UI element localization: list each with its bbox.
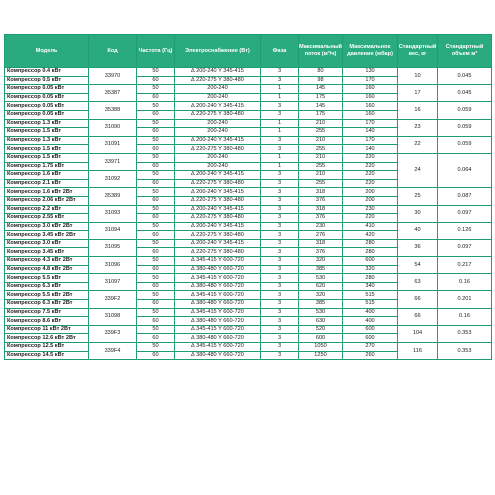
cell-max-flow: 255	[299, 179, 343, 188]
cell-max-flow: 210	[299, 171, 343, 180]
header-volume: Стандартный объем м³	[438, 35, 492, 68]
cell-weight: 36	[398, 239, 438, 256]
cell-frequency: 60	[137, 231, 175, 240]
cell-max-pressure: 140	[343, 128, 398, 137]
cell-model: Компрессор 2.2 кВт	[5, 205, 89, 214]
cell-phase: 3	[261, 291, 299, 300]
cell-max-pressure: 280	[343, 239, 398, 248]
header-max-pressure: Максимальное давление (мбар)	[343, 35, 398, 68]
cell-max-pressure: 220	[343, 179, 398, 188]
cell-max-pressure: 200	[343, 196, 398, 205]
cell-weight: 17	[398, 85, 438, 102]
cell-max-pressure: 200	[343, 188, 398, 197]
cell-max-flow: 600	[299, 334, 343, 343]
cell-power-supply: ∆ 380-480 Y 660-720	[175, 317, 261, 326]
header-phase: Фаза	[261, 35, 299, 68]
cell-max-pressure: 260	[343, 351, 398, 360]
cell-max-pressure: 170	[343, 76, 398, 85]
header-power-supply: Электроснабжение (Вт)	[175, 35, 261, 68]
cell-phase: 3	[261, 171, 299, 180]
cell-power-supply: 200-240	[175, 93, 261, 102]
table-row	[5, 136, 492, 145]
cell-max-pressure: 515	[343, 300, 398, 309]
cell-phase: 3	[261, 248, 299, 257]
cell-frequency: 60	[137, 145, 175, 154]
cell-phase: 3	[261, 214, 299, 223]
cell-max-pressure: 160	[343, 102, 398, 111]
cell-phase: 3	[261, 196, 299, 205]
cell-frequency: 60	[137, 300, 175, 309]
cell-power-supply: ∆ 200-240 Y 345-415	[175, 136, 261, 145]
cell-phase: 3	[261, 188, 299, 197]
cell-frequency: 60	[137, 265, 175, 274]
cell-weight: 66	[398, 291, 438, 308]
cell-frequency: 50	[137, 102, 175, 111]
cell-model: Компрессор 4.8 кВт 2Вт	[5, 265, 89, 274]
cell-power-supply: 200-240	[175, 153, 261, 162]
cell-model: Компрессор 0.5 кВт	[5, 76, 89, 85]
cell-phase: 3	[261, 76, 299, 85]
cell-frequency: 50	[137, 136, 175, 145]
cell-frequency: 60	[137, 179, 175, 188]
cell-power-supply: ∆ 380-480 Y 660-720	[175, 351, 261, 360]
cell-power-supply: ∆ 200-240 Y 345-415	[175, 102, 261, 111]
cell-volume: 0.064	[438, 153, 492, 187]
cell-phase: 3	[261, 102, 299, 111]
cell-code: 339F4	[89, 343, 137, 360]
table-row	[5, 257, 492, 266]
cell-phase: 3	[261, 257, 299, 266]
table-row	[5, 119, 492, 128]
cell-model: Компрессор 7.5 кВт	[5, 308, 89, 317]
table-row	[5, 188, 492, 197]
cell-code: 33971	[89, 153, 137, 170]
cell-weight: 25	[398, 188, 438, 205]
cell-power-supply: 200-240	[175, 128, 261, 137]
cell-power-supply: ∆ 220-275 Y 380-480	[175, 248, 261, 257]
cell-frequency: 50	[137, 325, 175, 334]
cell-max-flow: 376	[299, 196, 343, 205]
cell-model: Компрессор 5.5 кВт	[5, 274, 89, 283]
cell-frequency: 60	[137, 76, 175, 85]
table-row	[5, 325, 492, 334]
header-code: Код	[89, 35, 137, 68]
cell-phase: 3	[261, 325, 299, 334]
cell-max-flow: 376	[299, 248, 343, 257]
cell-frequency: 60	[137, 93, 175, 102]
cell-power-supply: ∆ 380-480 Y 660-720	[175, 334, 261, 343]
cell-frequency: 50	[137, 343, 175, 352]
cell-phase: 3	[261, 300, 299, 309]
cell-model: Компрессор 1.6 кВт 2Вт	[5, 188, 89, 197]
cell-frequency: 60	[137, 214, 175, 223]
cell-power-supply: ∆ 345-415 Y 600-720	[175, 308, 261, 317]
cell-weight: 16	[398, 102, 438, 119]
cell-frequency: 60	[137, 334, 175, 343]
cell-frequency: 60	[137, 248, 175, 257]
cell-max-flow: 210	[299, 153, 343, 162]
cell-max-flow: 1250	[299, 351, 343, 360]
cell-max-pressure: 160	[343, 93, 398, 102]
table-row	[5, 68, 492, 77]
cell-max-pressure: 160	[343, 85, 398, 94]
cell-frequency: 50	[137, 68, 175, 77]
cell-model: Компрессор 0.05 кВт	[5, 110, 89, 119]
cell-max-pressure: 160	[343, 110, 398, 119]
cell-code: 35389	[89, 188, 137, 205]
cell-volume: 0.353	[438, 343, 492, 360]
cell-power-supply: ∆ 345-415 Y 600-720	[175, 343, 261, 352]
cell-model: Компрессор 14.5 кВт	[5, 351, 89, 360]
cell-code: 33970	[89, 68, 137, 85]
cell-model: Компрессор 3.0 кВт	[5, 239, 89, 248]
cell-weight: 30	[398, 205, 438, 222]
cell-volume: 0.087	[438, 188, 492, 205]
cell-max-pressure: 220	[343, 162, 398, 171]
cell-max-flow: 255	[299, 128, 343, 137]
cell-model: Компрессор 8.6 кВт	[5, 317, 89, 326]
compressor-spec-table	[4, 34, 492, 360]
cell-volume: 0.16	[438, 274, 492, 291]
cell-frequency: 50	[137, 119, 175, 128]
cell-model: Компрессор 3.0 кВт 2Вт	[5, 222, 89, 231]
cell-power-supply: ∆ 200-240 Y 345-415	[175, 222, 261, 231]
cell-volume: 0.059	[438, 119, 492, 136]
cell-frequency: 50	[137, 257, 175, 266]
cell-max-flow: 318	[299, 188, 343, 197]
cell-weight: 10	[398, 68, 438, 85]
cell-code: 31093	[89, 205, 137, 222]
cell-power-supply: ∆ 345-415 Y 600-720	[175, 291, 261, 300]
cell-volume: 0.045	[438, 85, 492, 102]
cell-model: Компрессор 0.4 кВт	[5, 68, 89, 77]
cell-power-supply: ∆ 380-480 Y 660-720	[175, 300, 261, 309]
cell-phase: 3	[261, 145, 299, 154]
spec-table-container	[4, 34, 491, 360]
cell-max-pressure: 600	[343, 325, 398, 334]
cell-volume: 0.097	[438, 239, 492, 256]
cell-max-pressure: 340	[343, 282, 398, 291]
cell-phase: 3	[261, 343, 299, 352]
cell-max-flow: 175	[299, 93, 343, 102]
cell-power-supply: ∆ 200-240 Y 345-415	[175, 188, 261, 197]
cell-model: Компрессор 1.75 кВт	[5, 162, 89, 171]
cell-model: Компрессор 12.5 кВт	[5, 343, 89, 352]
cell-model: Компрессор 5.5 кВт 2Вт	[5, 291, 89, 300]
cell-phase: 3	[261, 265, 299, 274]
cell-power-supply: ∆ 380-480 Y 660-720	[175, 265, 261, 274]
cell-code: 31097	[89, 274, 137, 291]
cell-phase: 3	[261, 239, 299, 248]
cell-weight: 54	[398, 257, 438, 274]
cell-frequency: 60	[137, 110, 175, 119]
cell-max-flow: 210	[299, 119, 343, 128]
cell-max-flow: 255	[299, 162, 343, 171]
cell-model: Компрессор 6.3 кВт 2Вт	[5, 300, 89, 309]
cell-max-flow: 175	[299, 110, 343, 119]
cell-weight: 63	[398, 274, 438, 291]
cell-phase: 3	[261, 136, 299, 145]
cell-code: 31092	[89, 171, 137, 188]
header-frequency: Частота (Гц)	[137, 35, 175, 68]
cell-max-flow: 210	[299, 136, 343, 145]
table-row	[5, 239, 492, 248]
cell-model: Компрессор 1.3 кВт	[5, 119, 89, 128]
cell-power-supply: ∆ 345-415 Y 600-720	[175, 274, 261, 283]
cell-code: 31098	[89, 308, 137, 325]
cell-model: Компрессор 0.05 кВт	[5, 85, 89, 94]
cell-code: 35388	[89, 102, 137, 119]
cell-max-flow: 385	[299, 300, 343, 309]
cell-max-pressure: 320	[343, 265, 398, 274]
cell-phase: 1	[261, 162, 299, 171]
cell-frequency: 60	[137, 196, 175, 205]
cell-phase: 3	[261, 351, 299, 360]
cell-power-supply: 200-240	[175, 85, 261, 94]
cell-frequency: 60	[137, 162, 175, 171]
cell-power-supply: ∆ 345-415 Y 600-720	[175, 325, 261, 334]
cell-frequency: 50	[137, 291, 175, 300]
cell-phase: 1	[261, 128, 299, 137]
cell-weight: 40	[398, 222, 438, 239]
cell-volume: 0.16	[438, 308, 492, 325]
cell-max-flow: 385	[299, 265, 343, 274]
cell-power-supply: ∆ 220-275 Y 380-480	[175, 76, 261, 85]
cell-model: Компрессор 1.5 кВт	[5, 153, 89, 162]
cell-frequency: 60	[137, 317, 175, 326]
cell-max-flow: 320	[299, 257, 343, 266]
table-row	[5, 205, 492, 214]
cell-weight: 116	[398, 343, 438, 360]
cell-phase: 1	[261, 119, 299, 128]
cell-phase: 3	[261, 274, 299, 283]
cell-frequency: 50	[137, 205, 175, 214]
cell-max-flow: 318	[299, 205, 343, 214]
cell-frequency: 50	[137, 222, 175, 231]
cell-model: Компрессор 2.1 кВт	[5, 179, 89, 188]
cell-max-flow: 80	[299, 68, 343, 77]
cell-frequency: 60	[137, 282, 175, 291]
cell-model: Компрессор 0.05 кВт	[5, 93, 89, 102]
table-row	[5, 102, 492, 111]
cell-max-flow: 318	[299, 239, 343, 248]
cell-max-pressure: 410	[343, 222, 398, 231]
cell-max-pressure: 515	[343, 291, 398, 300]
header-max-flow: Максимальный поток (м³/ч)	[299, 35, 343, 68]
cell-volume: 0.217	[438, 257, 492, 274]
cell-phase: 3	[261, 308, 299, 317]
cell-volume: 0.126	[438, 222, 492, 239]
table-row	[5, 153, 492, 162]
cell-power-supply: ∆ 345-415 Y 600-720	[175, 257, 261, 266]
cell-phase: 1	[261, 93, 299, 102]
cell-max-flow: 145	[299, 85, 343, 94]
cell-power-supply: ∆ 220-275 Y 380-480	[175, 179, 261, 188]
cell-phase: 3	[261, 317, 299, 326]
cell-frequency: 60	[137, 128, 175, 137]
cell-max-pressure: 600	[343, 334, 398, 343]
cell-power-supply: ∆ 220-275 Y 380-480	[175, 110, 261, 119]
cell-max-pressure: 170	[343, 119, 398, 128]
cell-max-pressure: 140	[343, 145, 398, 154]
cell-frequency: 50	[137, 171, 175, 180]
cell-phase: 3	[261, 110, 299, 119]
cell-model: Компрессор 6.3 кВт	[5, 282, 89, 291]
cell-model: Компрессор 3.45 кВт 2Вт	[5, 231, 89, 240]
cell-code: 31095	[89, 239, 137, 256]
cell-weight: 104	[398, 325, 438, 342]
cell-max-flow: 376	[299, 214, 343, 223]
cell-frequency: 60	[137, 351, 175, 360]
cell-max-pressure: 400	[343, 308, 398, 317]
header-model: Модель	[5, 35, 89, 68]
cell-model: Компрессор 1.5 кВт	[5, 145, 89, 154]
cell-weight: 66	[398, 308, 438, 325]
cell-volume: 0.201	[438, 291, 492, 308]
table-row	[5, 308, 492, 317]
cell-phase: 1	[261, 153, 299, 162]
cell-max-flow: 320	[299, 291, 343, 300]
cell-phase: 3	[261, 205, 299, 214]
cell-frequency: 50	[137, 274, 175, 283]
cell-max-pressure: 600	[343, 257, 398, 266]
cell-max-flow: 620	[299, 282, 343, 291]
table-row	[5, 274, 492, 283]
cell-weight: 22	[398, 136, 438, 153]
cell-max-flow: 98	[299, 76, 343, 85]
cell-max-pressure: 170	[343, 136, 398, 145]
cell-volume: 0.045	[438, 68, 492, 85]
cell-code: 31090	[89, 119, 137, 136]
cell-phase: 3	[261, 282, 299, 291]
cell-max-pressure: 130	[343, 68, 398, 77]
cell-model: Компрессор 1.5 кВт	[5, 128, 89, 137]
cell-max-flow: 230	[299, 222, 343, 231]
cell-frequency: 50	[137, 239, 175, 248]
cell-volume: 0.059	[438, 136, 492, 153]
cell-volume: 0.097	[438, 205, 492, 222]
cell-max-flow: 145	[299, 102, 343, 111]
cell-power-supply: ∆ 220-275 Y 380-480	[175, 231, 261, 240]
cell-code: 31091	[89, 136, 137, 153]
cell-phase: 1	[261, 85, 299, 94]
cell-code: 31094	[89, 222, 137, 239]
cell-volume: 0.353	[438, 325, 492, 342]
cell-max-pressure: 280	[343, 274, 398, 283]
cell-max-flow: 520	[299, 325, 343, 334]
cell-frequency: 50	[137, 188, 175, 197]
cell-model: Компрессор 1.6 кВт	[5, 171, 89, 180]
table-row	[5, 222, 492, 231]
cell-max-pressure: 220	[343, 171, 398, 180]
cell-max-pressure: 230	[343, 205, 398, 214]
cell-phase: 3	[261, 222, 299, 231]
cell-power-supply: 200-240	[175, 119, 261, 128]
cell-volume: 0.059	[438, 102, 492, 119]
cell-power-supply: ∆ 220-275 Y 380-480	[175, 145, 261, 154]
cell-model: Компрессор 3.45 кВт	[5, 248, 89, 257]
cell-weight: 23	[398, 119, 438, 136]
header-weight: Стандартный вес, кг	[398, 35, 438, 68]
cell-max-flow: 276	[299, 231, 343, 240]
cell-model: Компрессор 12.6 кВт 2Вт	[5, 334, 89, 343]
table-row	[5, 85, 492, 94]
cell-phase: 3	[261, 334, 299, 343]
cell-model: Компрессор 11 кВт 2Вт	[5, 325, 89, 334]
cell-max-pressure: 280	[343, 248, 398, 257]
table-body	[5, 68, 492, 360]
cell-code: 339F2	[89, 291, 137, 308]
cell-max-pressure: 220	[343, 153, 398, 162]
cell-model: Компрессор 1.3 кВт	[5, 136, 89, 145]
cell-phase: 3	[261, 68, 299, 77]
cell-max-flow: 530	[299, 308, 343, 317]
cell-max-pressure: 270	[343, 343, 398, 352]
cell-power-supply: ∆ 200-240 Y 345-415	[175, 68, 261, 77]
cell-model: Компрессор 0.05 кВт	[5, 102, 89, 111]
cell-phase: 3	[261, 179, 299, 188]
cell-max-flow: 255	[299, 145, 343, 154]
cell-max-pressure: 400	[343, 317, 398, 326]
cell-power-supply: ∆ 220-275 Y 380-480	[175, 196, 261, 205]
cell-model: Компрессор 2.06 кВт 2Вт	[5, 196, 89, 205]
table-header-row	[5, 35, 492, 68]
cell-code: 339F3	[89, 325, 137, 342]
cell-frequency: 50	[137, 308, 175, 317]
cell-max-flow: 630	[299, 317, 343, 326]
table-row	[5, 343, 492, 352]
cell-phase: 3	[261, 231, 299, 240]
cell-max-pressure: 220	[343, 214, 398, 223]
cell-power-supply: ∆ 380-480 Y 660-720	[175, 282, 261, 291]
cell-weight: 24	[398, 153, 438, 187]
cell-power-supply: ∆ 200-240 Y 345-415	[175, 205, 261, 214]
table-row	[5, 291, 492, 300]
cell-frequency: 50	[137, 153, 175, 162]
cell-max-flow: 530	[299, 274, 343, 283]
cell-max-flow: 1050	[299, 343, 343, 352]
cell-power-supply: ∆ 200-240 Y 345-415	[175, 239, 261, 248]
cell-model: Компрессор 2.55 кВт	[5, 214, 89, 223]
cell-code: 31096	[89, 257, 137, 274]
cell-max-pressure: 420	[343, 231, 398, 240]
cell-power-supply: 200-240	[175, 162, 261, 171]
cell-power-supply: ∆ 220-275 Y 380-480	[175, 214, 261, 223]
cell-code: 35387	[89, 85, 137, 102]
cell-model: Компрессор 4.3 кВт 2Вт	[5, 257, 89, 266]
cell-power-supply: ∆ 200-240 Y 345-415	[175, 171, 261, 180]
cell-frequency: 50	[137, 85, 175, 94]
